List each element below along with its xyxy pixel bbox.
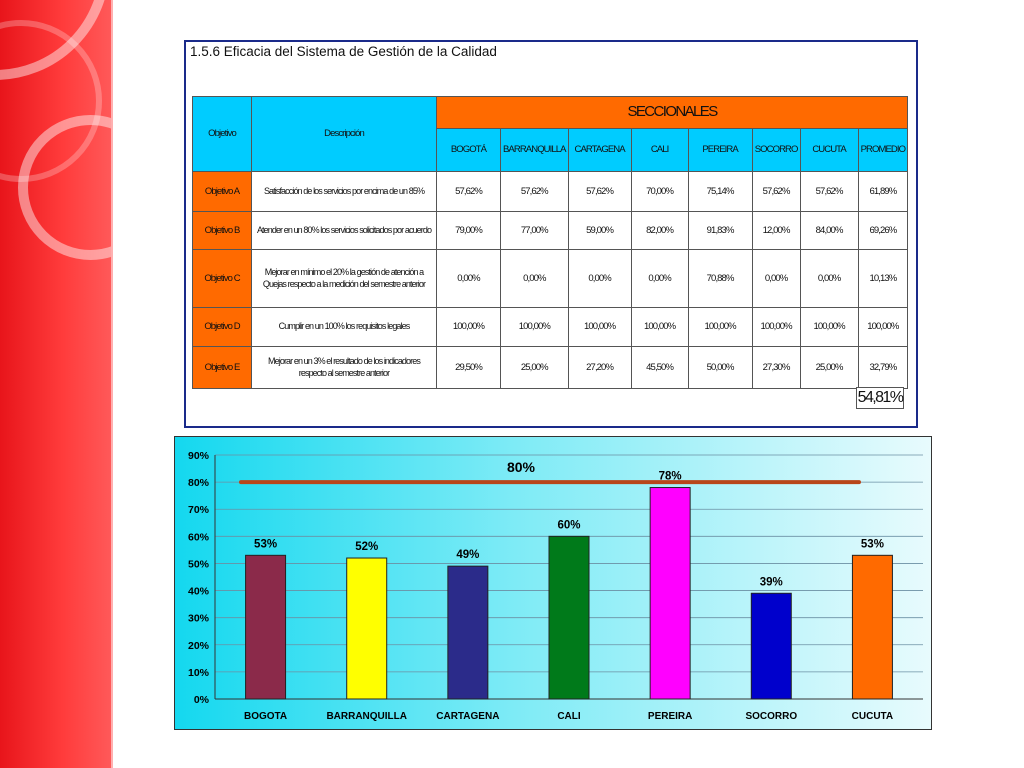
chart-svg — [175, 437, 931, 729]
table-cell: 100,00% — [501, 308, 569, 347]
objective-label: Objetivo B — [193, 212, 252, 250]
overall-efficacy: 54,81% — [856, 387, 904, 409]
table-cell: 57,62% — [437, 172, 501, 212]
bar — [448, 566, 488, 699]
data-label: 53% — [860, 538, 884, 551]
efficacy-bar-chart — [174, 436, 932, 730]
data-label: 49% — [456, 549, 480, 562]
table-cell: 100,00% — [568, 308, 631, 347]
bar — [650, 488, 690, 699]
category-label: PEREIRA — [647, 711, 693, 722]
header-section: CARTAGENA — [568, 129, 631, 172]
header-section: BOGOTÁ — [437, 129, 501, 172]
table-cell: 27,30% — [752, 347, 800, 389]
table-cell: 57,62% — [501, 172, 569, 212]
header-section: PEREIRA — [688, 129, 752, 172]
efficacy-table-panel — [184, 40, 918, 428]
objective-label: Objetivo D — [193, 308, 252, 347]
table-cell: 69,26% — [858, 212, 908, 250]
bar — [852, 555, 892, 699]
table-row — [193, 250, 908, 308]
objective-description: Satisfacción de los servicios por encima de un 85% — [252, 172, 437, 212]
page-title: 1.5.6 Eficacia del Sistema de Gestión de la Calidad — [190, 44, 497, 59]
table-cell: 100,00% — [437, 308, 501, 347]
y-tick-label: 90% — [187, 450, 209, 462]
category-label: CARTAGENA — [436, 711, 500, 722]
y-tick-label: 50% — [187, 558, 209, 571]
table-cell: 70,88% — [688, 250, 752, 308]
objective-label: Objetivo A — [193, 172, 252, 212]
table-cell: 25,00% — [800, 347, 858, 389]
header-section: CUCUTA — [800, 129, 858, 172]
table-cell: 10,13% — [858, 250, 908, 308]
table-cell: 0,00% — [800, 250, 858, 308]
table-cell: 100,00% — [800, 308, 858, 347]
bar — [751, 593, 791, 699]
objective-label: Objetivo C — [193, 250, 252, 308]
table-cell: 70,00% — [631, 172, 688, 212]
objective-description: Mejorar en un 3% el resultado de los indicadores respecto al semestre anterior — [252, 347, 437, 389]
data-label: 52% — [355, 541, 379, 554]
data-label: 39% — [759, 576, 783, 589]
table-cell: 84,00% — [800, 212, 858, 250]
header-section: PROMEDIO — [858, 129, 908, 172]
table-cell: 91,83% — [688, 212, 752, 250]
table-cell: 77,00% — [501, 212, 569, 250]
y-tick-label: 80% — [187, 477, 209, 490]
table-cell: 100,00% — [688, 308, 752, 347]
table-cell: 32,79% — [858, 347, 908, 389]
table-cell: 82,00% — [631, 212, 688, 250]
table-cell: 100,00% — [752, 308, 800, 347]
reference-line-label: 80% — [506, 459, 536, 476]
table-row — [193, 347, 908, 389]
y-tick-label: 60% — [187, 531, 209, 544]
table-cell: 57,62% — [800, 172, 858, 212]
data-label: 53% — [254, 538, 278, 551]
table-cell: 57,62% — [752, 172, 800, 212]
efficacy-table — [192, 96, 908, 389]
table-cell: 61,89% — [858, 172, 908, 212]
table-row — [193, 172, 908, 212]
y-tick-label: 0% — [193, 694, 209, 706]
header-section: BARRANQUILLA — [501, 129, 569, 172]
header-section: SOCORRO — [752, 129, 800, 172]
band-divider — [111, 0, 113, 768]
bar — [347, 558, 387, 699]
table-row — [193, 212, 908, 250]
objective-label: Objetivo E — [193, 347, 252, 389]
y-tick-label: 10% — [187, 666, 209, 679]
header-section: CALI — [631, 129, 688, 172]
category-label: CALI — [557, 711, 581, 722]
table-cell: 27,20% — [568, 347, 631, 389]
table-cell: 0,00% — [501, 250, 569, 308]
data-label: 60% — [557, 519, 581, 532]
objective-description: Cumplir en un 100% los requisitos legales — [252, 308, 437, 347]
category-label: CUCUTA — [851, 711, 894, 722]
table-cell: 0,00% — [568, 250, 631, 308]
header-descripcion: Descripción — [252, 97, 437, 172]
y-tick-label: 70% — [187, 504, 209, 517]
table-cell: 59,00% — [568, 212, 631, 250]
table-cell: 100,00% — [631, 308, 688, 347]
header-seccionales: SECCIONALES — [437, 97, 908, 129]
y-tick-label: 20% — [187, 639, 209, 652]
y-tick-label: 40% — [187, 585, 209, 598]
table-cell: 0,00% — [752, 250, 800, 308]
table-cell: 0,00% — [437, 250, 501, 308]
header-objetivo: Objetivo — [193, 97, 252, 172]
decorative-side-band — [0, 0, 113, 768]
category-label: BARRANQUILLA — [326, 711, 407, 722]
table-cell: 79,00% — [437, 212, 501, 250]
objective-description: Atender en un 80% los servicios solicitados por acuerdo — [252, 212, 437, 250]
table-cell: 0,00% — [631, 250, 688, 308]
table-cell: 100,00% — [858, 308, 908, 347]
table-cell: 12,00% — [752, 212, 800, 250]
table-row — [193, 308, 908, 347]
category-label: BOGOTA — [243, 711, 288, 722]
data-label: 78% — [658, 470, 682, 483]
category-label: SOCORRO — [745, 711, 798, 722]
bar — [246, 555, 286, 699]
table-cell: 25,00% — [501, 347, 569, 389]
table-cell: 29,50% — [437, 347, 501, 389]
y-tick-label: 30% — [187, 612, 209, 625]
table-cell: 45,50% — [631, 347, 688, 389]
table-cell: 75,14% — [688, 172, 752, 212]
objective-description: Mejorar en mínimo el 20% la gestión de atención a Quejas respecto a la medición del semestre anterior — [252, 250, 437, 308]
bar — [549, 536, 589, 699]
table-cell: 57,62% — [568, 172, 631, 212]
table-cell: 50,00% — [688, 347, 752, 389]
